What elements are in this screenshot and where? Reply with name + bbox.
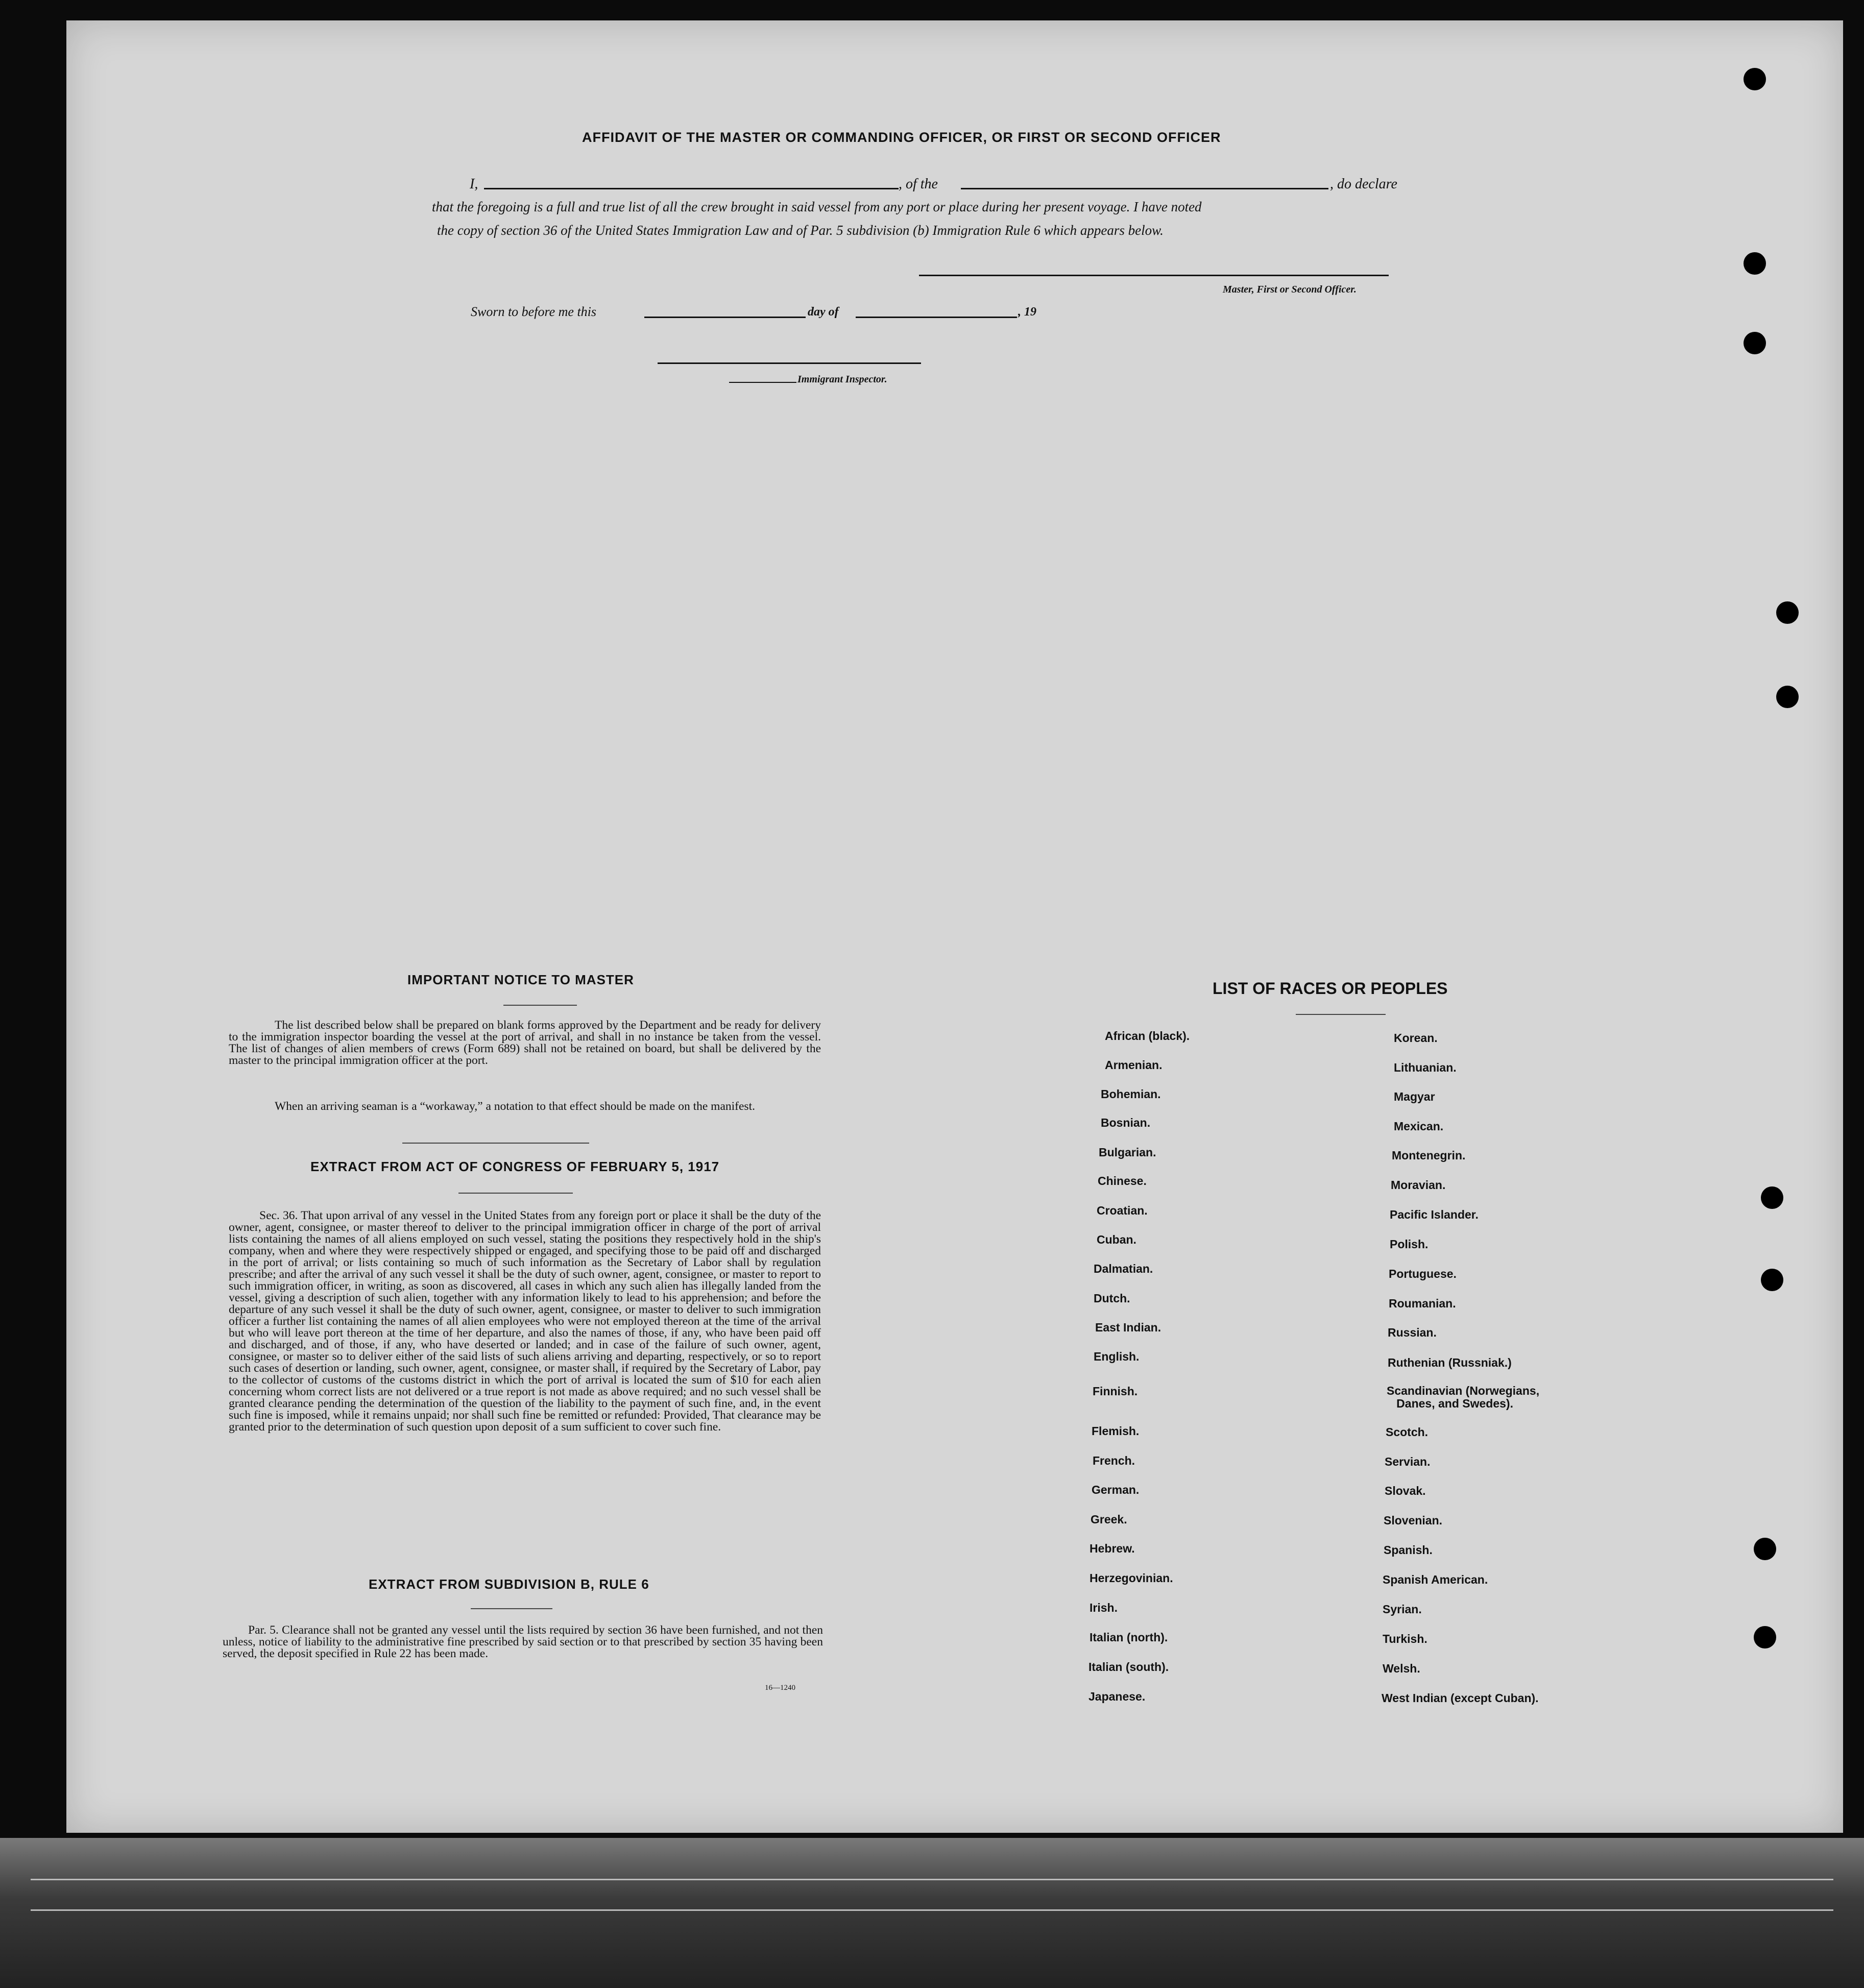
races-title: LIST OF RACES OR PEOPLES <box>1213 979 1448 998</box>
inspector-signature-line[interactable] <box>658 362 921 364</box>
officer-signature-line[interactable] <box>919 275 1389 276</box>
affidavit-do-declare: , do declare <box>1330 176 1397 192</box>
race-item: Bulgarian. <box>1099 1146 1156 1159</box>
race-item: Lithuanian. <box>1394 1061 1457 1074</box>
inspector-prefix-line <box>729 382 796 383</box>
race-item: Pacific Islander. <box>1390 1208 1479 1221</box>
race-item: Montenegrin. <box>1392 1149 1466 1162</box>
race-item: Dutch. <box>1094 1292 1130 1305</box>
race-item: Welsh. <box>1383 1662 1420 1675</box>
extract-rule-separator <box>471 1608 552 1609</box>
punch-hole <box>1754 1538 1776 1560</box>
race-item: Finnish. <box>1093 1385 1138 1398</box>
race-item: Italian (north). <box>1090 1631 1168 1644</box>
races-separator <box>1296 1014 1386 1015</box>
notice-title: IMPORTANT NOTICE TO MASTER <box>407 972 634 987</box>
race-item: Spanish American. <box>1383 1573 1488 1586</box>
affidavit-line-3: the copy of section 36 of the United States Immigration Law and of Par. 5 subdivision (b) Immigration Rule 6 which appears below. <box>437 223 1164 238</box>
race-item: Scotch. <box>1386 1425 1429 1439</box>
master-name-line[interactable] <box>484 188 899 189</box>
race-item: Italian (south). <box>1088 1660 1169 1674</box>
race-item: English. <box>1094 1350 1140 1363</box>
sworn-text: Sworn to before me this <box>471 304 597 319</box>
notice-separator <box>503 1005 577 1006</box>
race-item: Armenian. <box>1105 1058 1163 1072</box>
underlying-page-edge <box>0 1838 1864 1988</box>
race-item: Syrian. <box>1383 1603 1422 1616</box>
race-item: African (black). <box>1105 1029 1190 1043</box>
affidavit-of-the: , of the <box>899 176 938 192</box>
punch-hole <box>1744 252 1766 275</box>
race-item: Magyar <box>1394 1090 1435 1103</box>
race-item: Korean. <box>1394 1031 1438 1045</box>
race-item: Herzegovinian. <box>1090 1571 1173 1585</box>
race-item: French. <box>1093 1454 1135 1467</box>
vessel-name-line[interactable] <box>961 188 1328 189</box>
race-item: Mexican. <box>1394 1120 1444 1133</box>
race-item: Polish. <box>1390 1238 1429 1251</box>
race-item: Bohemian. <box>1101 1087 1161 1101</box>
race-item: Roumanian. <box>1389 1297 1456 1310</box>
race-item: Chinese. <box>1098 1174 1147 1187</box>
race-item: West Indian (except Cuban). <box>1382 1691 1539 1705</box>
race-item: Turkish. <box>1383 1632 1427 1645</box>
extract-rule-title: EXTRACT FROM SUBDIVISION B, RULE 6 <box>369 1577 649 1592</box>
race-item: Japanese. <box>1088 1690 1146 1703</box>
signature-caption: Master, First or Second Officer. <box>1223 284 1357 295</box>
race-item: Slovak. <box>1385 1484 1426 1497</box>
punch-hole <box>1754 1626 1776 1648</box>
race-item: Moravian. <box>1391 1178 1446 1192</box>
extract-rule-body: Par. 5. Clearance shall not be granted any vessel until the lists required by section 36 have been furnished, and not then unless, notice of liability to the administrative fine prescribed by said section or to that prescribed by section 35 having been served, the deposit specified in Rule 22 has been made. <box>223 1623 823 1660</box>
race-item: Ruthenian (Russniak.) <box>1388 1356 1512 1369</box>
punch-hole <box>1761 1186 1783 1209</box>
race-item: Scandinavian (Norwegians, Danes, and Swedes). <box>1387 1384 1540 1410</box>
affidavit-i-label: I, <box>470 176 478 192</box>
race-item: Portuguese. <box>1389 1267 1457 1280</box>
sworn-day-line[interactable] <box>644 317 806 318</box>
inspector-caption: Immigrant Inspector. <box>797 374 887 385</box>
race-item: Russian. <box>1388 1326 1437 1339</box>
notice-paragraph-1: The list described below shall be prepared on blank forms approved by the Department and be ready for delivery to the immigration inspector boarding the vessel at the port of arrival, and shall in no instance be taken from the vessel. The list of changes of alien members of crews (Form 689) shall not be retained on board, but shall be delivered by the master to the principal immigration officer at the port. <box>229 1019 821 1067</box>
race-item: Irish. <box>1090 1601 1118 1614</box>
punch-hole <box>1744 332 1766 354</box>
race-item: Cuban. <box>1097 1233 1136 1246</box>
year-text: , 19 <box>1018 305 1036 319</box>
sworn-month-line[interactable] <box>856 317 1017 318</box>
extract-act-separator <box>458 1193 573 1194</box>
extract-act-title: EXTRACT FROM ACT OF CONGRESS OF FEBRUARY 5, 1917 <box>310 1159 720 1174</box>
document-page <box>66 20 1843 1833</box>
race-item: Slovenian. <box>1384 1514 1443 1527</box>
punch-hole <box>1776 601 1799 624</box>
race-item: Croatian. <box>1097 1204 1148 1217</box>
punch-hole <box>1761 1269 1783 1291</box>
affidavit-line-2: that the foregoing is a full and true list of all the crew brought in said vessel from any port or place during her present voyage. I have noted <box>432 199 1202 214</box>
extract-act-body: Sec. 36. That upon arrival of any vessel in the United States from any foreign port or place it shall be the duty of the owner, agent, consignee, or master thereof to deliver to the principal immigration officer in charge of the port of arrival lists containing the names of all aliens employed on such vessel, stating the positions they respectively hold in the ship's company, when and where they were respectively shipped or engaged, and specifying those to be paid off and discharged in the port of arrival; or lists containing so much of such information as the Secretary of Labor shall by regulation prescribe; and after the arrival of any such vessel it shall be the duty of such owner, agent, consignee, or master to report to such immigration officer, in writing, as soon as discovered, all cases in which any such alien has illegally landed from the vessel, giving a description of such alien, together with any information likely to lead to his apprehension; and before the departure of any such vessel it shall be the duty of such owner, agent, consignee, or master to deliver to such immigration officer a further list containing the names of all alien employees who were not employed thereon at the time of the arrival but who will leave port thereon at the time of her departure, and also the names of those, if any, who have been paid off and discharged, and of those, if any, who have deserted or landed; and in case of the failure of such owner, agent, consignee, or master so to deliver either of the said lists of such aliens arriving and departing, respectively, or so to report such cases of desertion or landing, such owner, agent, consignee, or master shall, if required by the Secretary of Labor, pay to the collector of customs of the customs district in which the port of arrival is located the sum of $10 for each alien concerning whom correct lists are not delivered or a true report is not made as above required; and no such vessel shall be granted clearance pending the determination of the question of the liability to the payment of such fine, and, in the event such fine is imposed, while it remains unpaid; nor shall such fine be remitted or refunded: Provided, That clearance may be granted prior to the determination of such question upon deposit of a sum sufficient to cover such fine. <box>229 1209 821 1434</box>
notice-paragraph-2: When an arriving seaman is a “workaway,” a notation to that effect should be made on the manifest. <box>275 1100 755 1113</box>
punch-hole <box>1776 686 1799 708</box>
form-number: 16—1240 <box>765 1684 795 1692</box>
race-item: Dalmatian. <box>1094 1262 1153 1275</box>
race-item: German. <box>1092 1483 1140 1496</box>
race-item: Flemish. <box>1092 1424 1140 1438</box>
race-item: East Indian. <box>1095 1321 1161 1334</box>
race-item: Greek. <box>1091 1513 1127 1526</box>
affidavit-title: AFFIDAVIT OF THE MASTER OR COMMANDING OFFICER, OR FIRST OR SECOND OFFICER <box>582 130 1221 145</box>
notice-end-separator <box>402 1143 589 1144</box>
race-item: Hebrew. <box>1090 1542 1135 1555</box>
race-item: Servian. <box>1385 1455 1431 1468</box>
punch-hole <box>1744 68 1766 90</box>
race-item: Bosnian. <box>1101 1116 1151 1129</box>
day-of-text: day of <box>808 305 839 319</box>
race-item: Spanish. <box>1384 1543 1433 1557</box>
